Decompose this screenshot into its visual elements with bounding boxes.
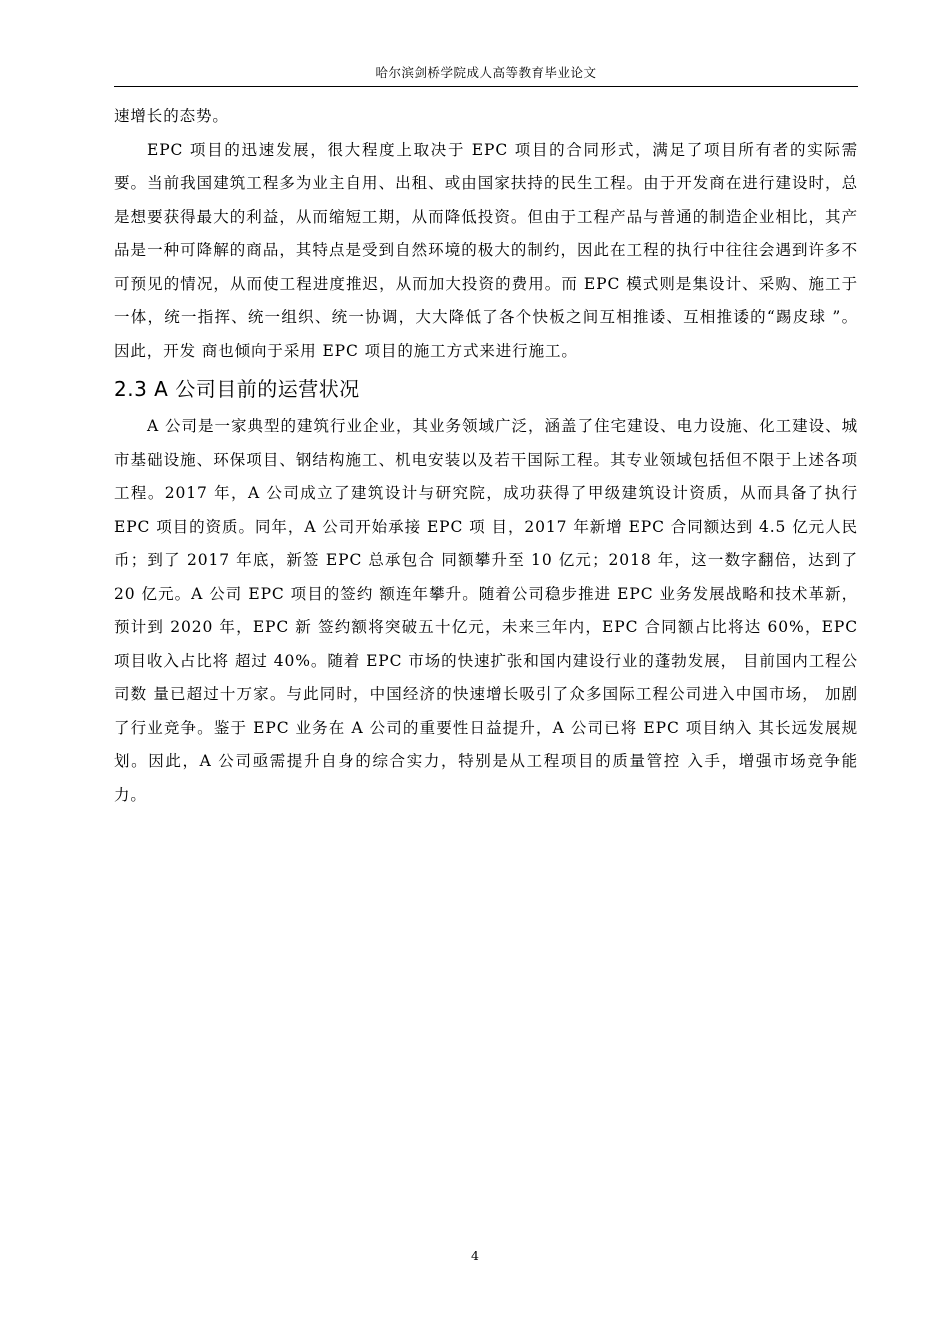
running-header: 哈尔滨剑桥学院成人高等教育毕业论文 bbox=[375, 65, 597, 80]
paragraph-epc-development: EPC 项目的迅速发展，很大程度上取决于 EPC 项目的合同形式，满足了项目所有者的实际需要。当前我国建筑工程多为业主自用、出租、或由国家扶持的民生工程。由于开发商在进行建设时，总是想要获得最大的利益，从而缩短工期，从而降低投资。但由于工程产品与普通的制造企业相比，其产品是一种可降解的商品，其特点是受到自然环境的极大的制约，因此在工程的执行中往往会遇到许多不可预见的情况，从而使工程进度推迟，从而加大投资的费用。而 EPC 模式则是集设计、采购、施工于一体，统一指挥、统一组织、统一协调，大大降低了各个快板之间互相推诿、互相推诿的“踢皮球 ”。因此，开发 商也倾向于采用 EPC 项目的施工方式来进行施工。 bbox=[114, 140, 858, 360]
paragraph-company-status: A 公司是一家典型的建筑行业企业，其业务领域广泛，涵盖了住宅建设、电力设施、化工建设、城市基础设施、环保项目、钢结构施工、机电安装以及若干国际工程。其专业领域包括但不限于上述各项工程。2017 年，A 公司成立了建筑设计与研究院，成功获得了甲级建筑设计资质，从而具备了执行 EPC 项目的资质。同年，A 公司开始承接 EPC 项 目，2017 年新增 EPC 合同额达到 4.5 亿元人民币；到了 2017 年底，新签 EPC 总承包合 同额攀升至 10 亿元；2018 年，这一数字翻倍，达到了 20 亿元。A 公司 EPC 项目的签约 额连年攀升。随着公司稳步推进 EPC 业务发展战略和技术革新，预计到 2020 年，EPC 新 签约额将突破五十亿元，未来三年内，EPC 合同额占比将达 60%，EPC 项目收入占比将 超过 40%。随着 EPC 市场的快速扩张和国内建设行业的蓬勃发展， 目前国内工程公司数 量已超过十万家。与此同时，中国经济的快速增长吸引了众多国际工程公司进入中国市场， 加剧了行业竞争。鉴于 EPC 业务在 A 公司的重要性日益提升，A 公司已将 EPC 项目纳入 其长远发展规划。因此，A 公司亟需提升自身的综合实力，特别是从工程项目的质量管控 入手，增强市场竞争能力。 bbox=[114, 417, 858, 804]
page-number: 4 bbox=[471, 1248, 479, 1263]
header-divider bbox=[114, 86, 858, 87]
paragraph-continued: 速增长的态势。 bbox=[114, 107, 229, 125]
body-text bbox=[114, 100, 858, 812]
section-heading: 2.3 A 公司目前的运营状况 bbox=[114, 377, 360, 401]
